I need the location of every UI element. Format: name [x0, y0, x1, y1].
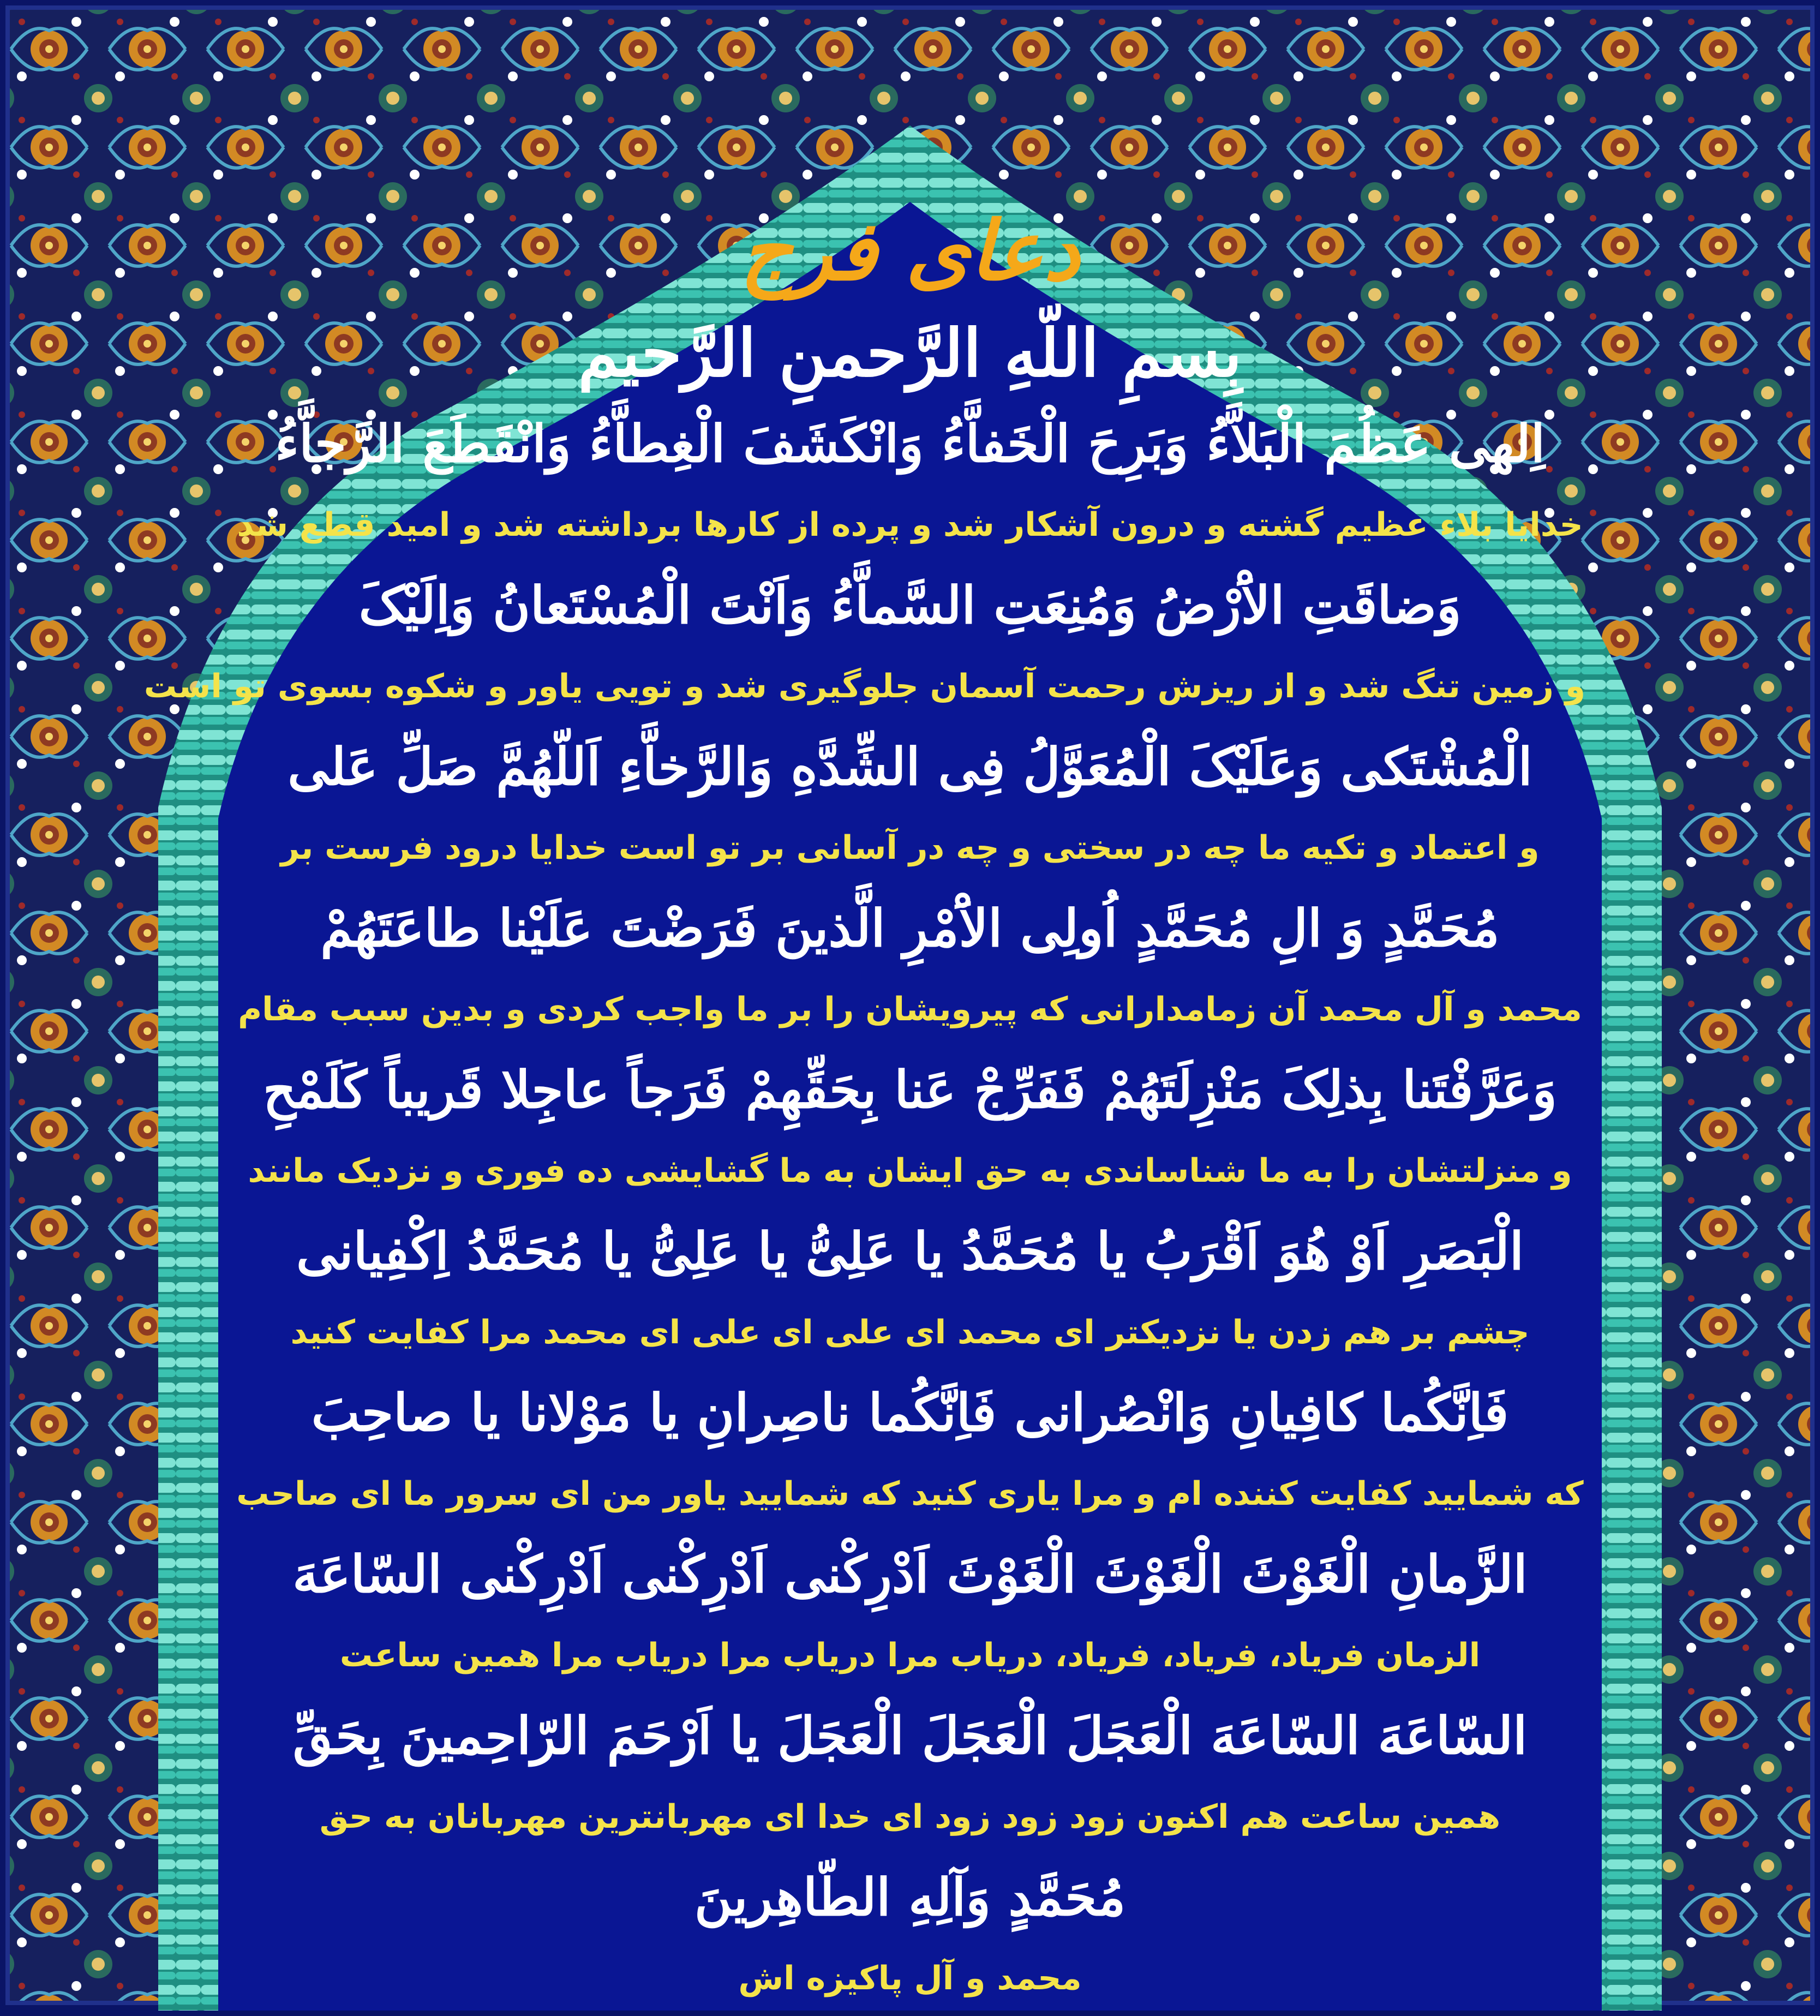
arabic-line-2: وَضاقَتِ الاَْرْضُ وَمُنِعَتِ السَّماَّءُ وَاَنْتَ الْمُسْتَعانُ وَاِلَیْکَ: [358, 576, 1462, 636]
prayer-text-block: [143, 196, 1585, 1997]
arabic-line-4: مُحَمَّدٍ وَ الِ مُحَمَّدٍ اُولِی الاَْمْرِ الَّذینَ فَرَضْتَ عَلَیْنا طاعَتَهُمْ: [320, 899, 1500, 959]
persian-line-3: و اعتماد و تکیه ما چه در سختی و چه در آسانی بر تو است خدایا درود فرست بر: [280, 829, 1540, 867]
arabic-line-7: فَاِنَّکُما کافِیانِ وَانْصُرانی فَاِنَّکُما ناصِرانِ یا مَوْلانا یا صاحِبَ: [311, 1383, 1509, 1443]
arabic-line-8: الزَّمانِ الْغَوْثَ الْغَوْثَ الْغَوْثَ اَدْرِکْنی اَدْرِکْنی اَدْرِکْنی السّاعَهَ: [292, 1545, 1528, 1605]
arabic-line-6: الْبَصَرِ اَوْ هُوَ اَقْرَبُ یا مُحَمَّدُ یا عَلِیُّ یا عَلِیُّ یا مُحَمَّدُ اِکْفِیانی: [296, 1222, 1524, 1282]
prayer-title: دعای فرج: [740, 203, 1080, 299]
persian-line-1: خدایا بلاء عظیم گشته و درون آشکار شد و پرده از کارها برداشته شد و امید قطع شد: [237, 506, 1583, 544]
persian-line-9: همین ساعت هم اکنون زود زود زود ای خدا ای مهربانترین مهربانان به حق: [319, 1798, 1501, 1836]
arabic-line-3: الْمُشْتَکی وَعَلَیْکَ الْمُعَوَّلُ فِی الشِّدَّهِ وَالرَّخاَّءِ اَللّهُمَّ صَلِّ عَلی: [288, 737, 1532, 797]
persian-line-7: که شمایید کفایت کننده ام و مرا یاری کنید که شمایید یاور من ای سرور ما ای صاحب: [236, 1475, 1584, 1513]
arabic-line-10: مُحَمَّدٍ وَآلِهِ الطّاهِرینَ: [694, 1868, 1126, 1928]
persian-line-6: چشم بر هم زدن یا نزدیکتر ای محمد ای علی ای علی ای محمد مرا کفایت کنید: [290, 1313, 1530, 1351]
arabic-line-5: وَعَرَّفْتَنا بِذلِکَ مَنْزِلَتَهُمْ فَفَرِّجْ عَنا بِحَقِّهِمْ فَرَجاً عاجِلا قَریباً کَلَمْحِ: [263, 1060, 1557, 1120]
arabic-line-9: السّاعَهَ السّاعَهَ الْعَجَلَ الْعَجَلَ الْعَجَلَ یا اَرْحَمَ الرّاحِمینَ بِحَقِّ: [292, 1706, 1528, 1766]
persian-line-10: محمد و آل پاکیزه اش: [738, 1959, 1082, 1997]
arabic-line-1: اِلهی عَظُمَ الْبَلاَّءُ وَبَرِحَ الْخَفاَّءُ وَانْکَشَفَ الْغِطاَّءُ وَانْقَطَعَ الرَّجاَّءُ: [274, 414, 1546, 474]
persian-line-8: الزمان فریاد، فریاد، فریاد، دریاب مرا دریاب مرا دریاب مرا همین ساعت: [339, 1636, 1481, 1674]
basmala-line: بِسمِ اللّهِ الرَّحمنِ الرَّحیم: [578, 315, 1242, 392]
persian-line-4: محمد و آل محمد آن زمامدارانی که پیرویشان را بر ما واجب کردی و بدین سبب مقام: [238, 990, 1582, 1028]
persian-line-5: و منزلتشان را به ما شناساندی به حق ایشان به ما گشایشی ده فوری و نزدیک مانند: [248, 1152, 1572, 1190]
persian-line-2: و زمین تنگ شد و از ریزش رحمت آسمان جلوگیری شد و تویی یاور و شکوه بسوی تو است: [143, 667, 1585, 705]
